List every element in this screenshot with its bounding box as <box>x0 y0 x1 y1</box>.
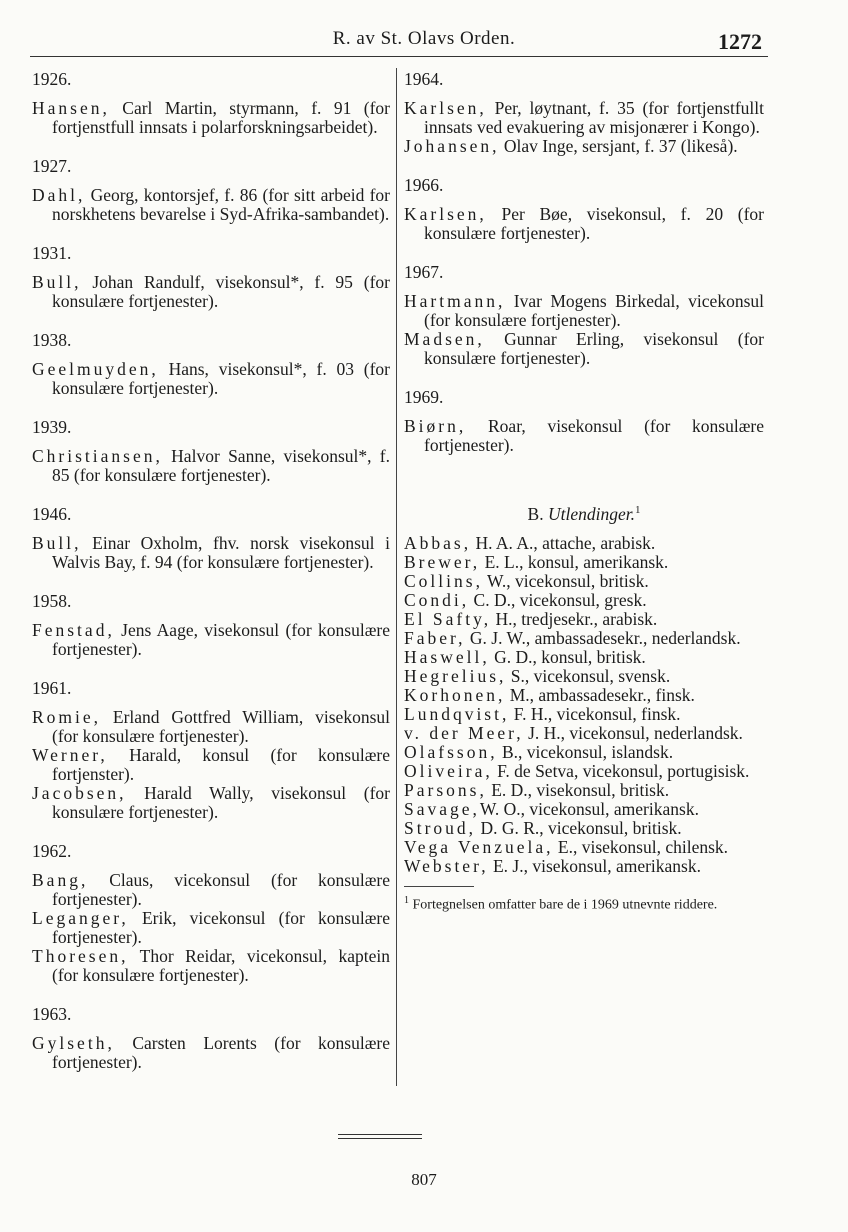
foreigners-heading-note: 1 <box>634 504 641 516</box>
honoree-details: Olav Inge, sersjant, f. 37 (likeså). <box>499 136 738 156</box>
header-rule <box>30 56 768 57</box>
foreign-honoree-entry <box>404 781 764 800</box>
year-heading: 1963. <box>32 1004 72 1024</box>
foreigners-list <box>404 534 764 876</box>
honoree-entry <box>32 534 390 572</box>
footer-page-number: 807 <box>411 1170 437 1189</box>
foreign-honoree-details: W., vicekonsul, britisk. <box>482 570 649 591</box>
year-heading: 1927. <box>32 156 72 176</box>
foreign-honoree-surname: Haswell, <box>404 646 490 667</box>
honoree-details: Roar, visekonsul (for konsulære fortjenester). <box>424 416 764 455</box>
honoree-surname: Madsen, <box>404 329 485 349</box>
foreign-honoree-surname: Lundqvist, <box>404 703 510 724</box>
right-column-honorees <box>404 70 764 455</box>
year-heading: 1946. <box>32 504 72 524</box>
foreign-honoree-entry <box>404 762 764 781</box>
year-heading: 1939. <box>32 417 72 437</box>
foreign-honoree-details: B., vicekonsul, islandsk. <box>497 741 674 762</box>
honoree-details: Jens Aage, visekonsul (for konsulære fortjenester). <box>52 620 390 659</box>
running-header: R. av St. Olavs Orden. <box>332 28 516 49</box>
honoree-details: Harald Wally, visekonsul (for konsulære fortjenester). <box>52 783 390 822</box>
honoree-entry <box>32 871 390 909</box>
honoree-details: Georg, kontorsjef, f. 86 (for sitt arbeid for norskhetens bevarelse i Syd-Afrika-sambandet). <box>52 185 390 224</box>
foreign-honoree-details: W. O., vicekonsul, amerikansk. <box>479 798 699 819</box>
honoree-details: Ivar Mogens Birkedal, vicekonsul (for konsulære fortjenester). <box>424 291 764 330</box>
honoree-surname: Hartmann, <box>404 291 506 311</box>
header-page-number: 1272 <box>718 29 762 54</box>
honoree-surname: Fenstad, <box>32 620 115 640</box>
honoree-details: Per, løytnant, f. 35 (for fortjenstfullt innsats ved evakuering av misjonærer i Kongo). <box>424 98 764 137</box>
foreign-honoree-details: H., tredjesekr., arabisk. <box>491 608 658 629</box>
foreign-honoree-surname: Oliveira, <box>404 760 493 781</box>
foreign-honoree-entry <box>404 648 764 667</box>
honoree-entry <box>32 447 390 485</box>
honoree-details: Hans, visekonsul*, f. 03 (for konsulære fortjenester). <box>52 359 390 398</box>
foreign-honoree-details: E., visekonsul, chilensk. <box>553 836 729 857</box>
foreign-honoree-details: E. L., konsul, amerikansk. <box>480 551 669 572</box>
honoree-surname: Gylseth, <box>32 1033 115 1053</box>
honoree-details: Carsten Lorents (for konsulære fortjenester). <box>52 1033 390 1072</box>
foreign-honoree-surname: Korhonen, <box>404 684 506 705</box>
honoree-surname: Leganger, <box>32 908 129 928</box>
bottom-rule-1 <box>338 1134 422 1135</box>
foreign-honoree-surname: Hegrelius, <box>404 665 507 686</box>
foreign-honoree-surname: Condi, <box>404 589 470 610</box>
honoree-entry <box>404 417 764 455</box>
honoree-details: Per Bøe, visekonsul, f. 20 (for konsulære fortjenester). <box>424 204 764 243</box>
honoree-entry <box>32 909 390 947</box>
foreign-honoree-surname: El Safty, <box>404 608 492 629</box>
foreign-honoree-entry <box>404 610 764 629</box>
honoree-surname: Christiansen, <box>32 446 163 466</box>
honoree-entry <box>32 273 390 311</box>
foreign-honoree-surname: Savage, <box>404 798 480 819</box>
foreign-honoree-details: G. J. W., ambassadesekr., nederlandsk. <box>465 627 741 648</box>
bottom-rule-2 <box>338 1138 422 1139</box>
foreigners-heading <box>404 501 764 524</box>
honoree-surname: Biørn, <box>404 416 467 436</box>
honoree-entry <box>32 99 390 137</box>
honoree-details: Carl Martin, styrmann, f. 91 (for fortjenstfull innsats i polarforskningsarbeidet). <box>52 98 390 137</box>
year-heading: 1969. <box>404 387 444 407</box>
honoree-entry <box>32 186 390 224</box>
honoree-entry <box>404 330 764 368</box>
footnote-rule <box>404 886 474 887</box>
foreign-honoree-entry <box>404 553 764 572</box>
honoree-details: Halvor Sanne, visekonsul*, f. 85 (for konsulære fortjenester). <box>52 446 390 485</box>
honoree-details: Einar Oxholm, fhv. norsk visekonsul i Walvis Bay, f. 94 (for konsulære fortjenester). <box>52 533 390 572</box>
year-heading: 1958. <box>32 591 72 611</box>
year-heading: 1966. <box>404 175 444 195</box>
year-heading: 1938. <box>32 330 72 350</box>
foreign-honoree-surname: Stroud, <box>404 817 477 838</box>
foreign-honoree-entry <box>404 743 764 762</box>
footnote <box>404 893 764 914</box>
foreign-honoree-entry <box>404 629 764 648</box>
foreign-honoree-surname: Brewer, <box>404 551 481 572</box>
honoree-surname: Romie, <box>32 707 102 727</box>
footnote-mark: 1 <box>404 894 409 906</box>
foreign-honoree-surname: Faber, <box>404 627 466 648</box>
honoree-details: Johan Randulf, visekonsul*, f. 95 (for konsulære fortjenester). <box>52 272 390 311</box>
year-heading: 1931. <box>32 243 72 263</box>
foreign-honoree-surname: Webster, <box>404 855 489 876</box>
honoree-surname: Geelmuyden, <box>32 359 159 379</box>
honoree-entry <box>32 360 390 398</box>
foreign-honoree-entry <box>404 572 764 591</box>
honoree-details: Erik, vicekonsul (for konsulære fortjenester). <box>52 908 390 947</box>
foreign-honoree-surname: Olafsson, <box>404 741 498 762</box>
foreign-honoree-entry <box>404 705 764 724</box>
honoree-surname: Thoresen, <box>32 946 129 966</box>
foreign-honoree-surname: Abbas, <box>404 532 472 553</box>
honoree-surname: Bull, <box>32 533 82 553</box>
foreign-honoree-entry <box>404 686 764 705</box>
foreign-honoree-details: E. D., visekonsul, britisk. <box>486 779 670 800</box>
foreigners-heading-prefix: B. <box>527 503 548 524</box>
honoree-entry <box>32 708 390 746</box>
foreign-honoree-details: E. J., visekonsul, amerikansk. <box>488 855 701 876</box>
honoree-entry <box>32 621 390 659</box>
honoree-entry <box>404 99 764 137</box>
honoree-surname: Jacobsen, <box>32 783 127 803</box>
left-column <box>32 70 390 1072</box>
foreign-honoree-entry <box>404 724 764 743</box>
honoree-surname: Johansen, <box>404 136 500 156</box>
right-column <box>404 70 764 913</box>
foreign-honoree-details: H. A. A., attache, arabisk. <box>471 532 656 553</box>
foreign-honoree-details: J. H., vicekonsul, nederlandsk. <box>523 722 743 743</box>
footnote-text: Fortegnelsen omfatter bare de i 1969 utnevnte riddere. <box>409 897 718 913</box>
honoree-entry <box>404 205 764 243</box>
foreign-honoree-surname: Collins, <box>404 570 483 591</box>
honoree-entry <box>404 292 764 330</box>
column-divider <box>396 68 397 1086</box>
foreigners-heading-title: Utlendinger. <box>547 503 635 524</box>
honoree-entry <box>32 1034 390 1072</box>
honoree-surname: Bang, <box>32 870 89 890</box>
honoree-surname: Karlsen, <box>404 98 487 118</box>
foreign-honoree-entry <box>404 534 764 553</box>
foreign-honoree-entry <box>404 857 764 876</box>
foreign-honoree-surname: v. der Meer, <box>404 722 524 743</box>
honoree-surname: Karlsen, <box>404 204 487 224</box>
foreign-honoree-details: D. G. R., vicekonsul, britisk. <box>476 817 682 838</box>
honoree-surname: Dahl, <box>32 185 86 205</box>
foreign-honoree-entry <box>404 667 764 686</box>
honoree-details: Harald, konsul (for konsulære fortjenster). <box>52 745 390 784</box>
foreign-honoree-details: G. D., konsul, britisk. <box>489 646 646 667</box>
foreign-honoree-entry <box>404 819 764 838</box>
honoree-surname: Werner, <box>32 745 108 765</box>
foreign-honoree-details: F. de Setva, vicekonsul, portugisisk. <box>492 760 750 781</box>
year-heading: 1967. <box>404 262 444 282</box>
honoree-details: Thor Reidar, vicekonsul, kaptein (for konsulære fortjenester). <box>52 946 390 985</box>
honoree-entry <box>32 746 390 784</box>
foreign-honoree-details: C. D., vicekonsul, gresk. <box>469 589 647 610</box>
foreign-honoree-entry <box>404 591 764 610</box>
foreign-honoree-entry <box>404 800 764 819</box>
foreign-honoree-details: M., ambassadesekr., finsk. <box>505 684 695 705</box>
honoree-entry <box>404 137 764 156</box>
honoree-surname: Hansen, <box>32 98 110 118</box>
honoree-details: Gunnar Erling, visekonsul (for konsulære fortjenester). <box>424 329 764 368</box>
year-heading: 1926. <box>32 69 72 89</box>
foreign-honoree-details: F. H., vicekonsul, finsk. <box>509 703 681 724</box>
foreign-honoree-surname: Parsons, <box>404 779 487 800</box>
honoree-surname: Bull, <box>32 272 82 292</box>
foreign-honoree-details: S., vicekonsul, svensk. <box>506 665 671 686</box>
honoree-entry <box>32 947 390 985</box>
year-heading: 1964. <box>404 69 444 89</box>
honoree-details: Erland Gottfred William, visekonsul (for konsulære fortjenester). <box>52 707 390 746</box>
honoree-entry <box>32 784 390 822</box>
honoree-details: Claus, vicekonsul (for konsulære fortjenester). <box>52 870 390 909</box>
year-heading: 1962. <box>32 841 72 861</box>
foreign-honoree-surname: Vega Venzuela, <box>404 836 554 857</box>
year-heading: 1961. <box>32 678 72 698</box>
foreign-honoree-entry <box>404 838 764 857</box>
